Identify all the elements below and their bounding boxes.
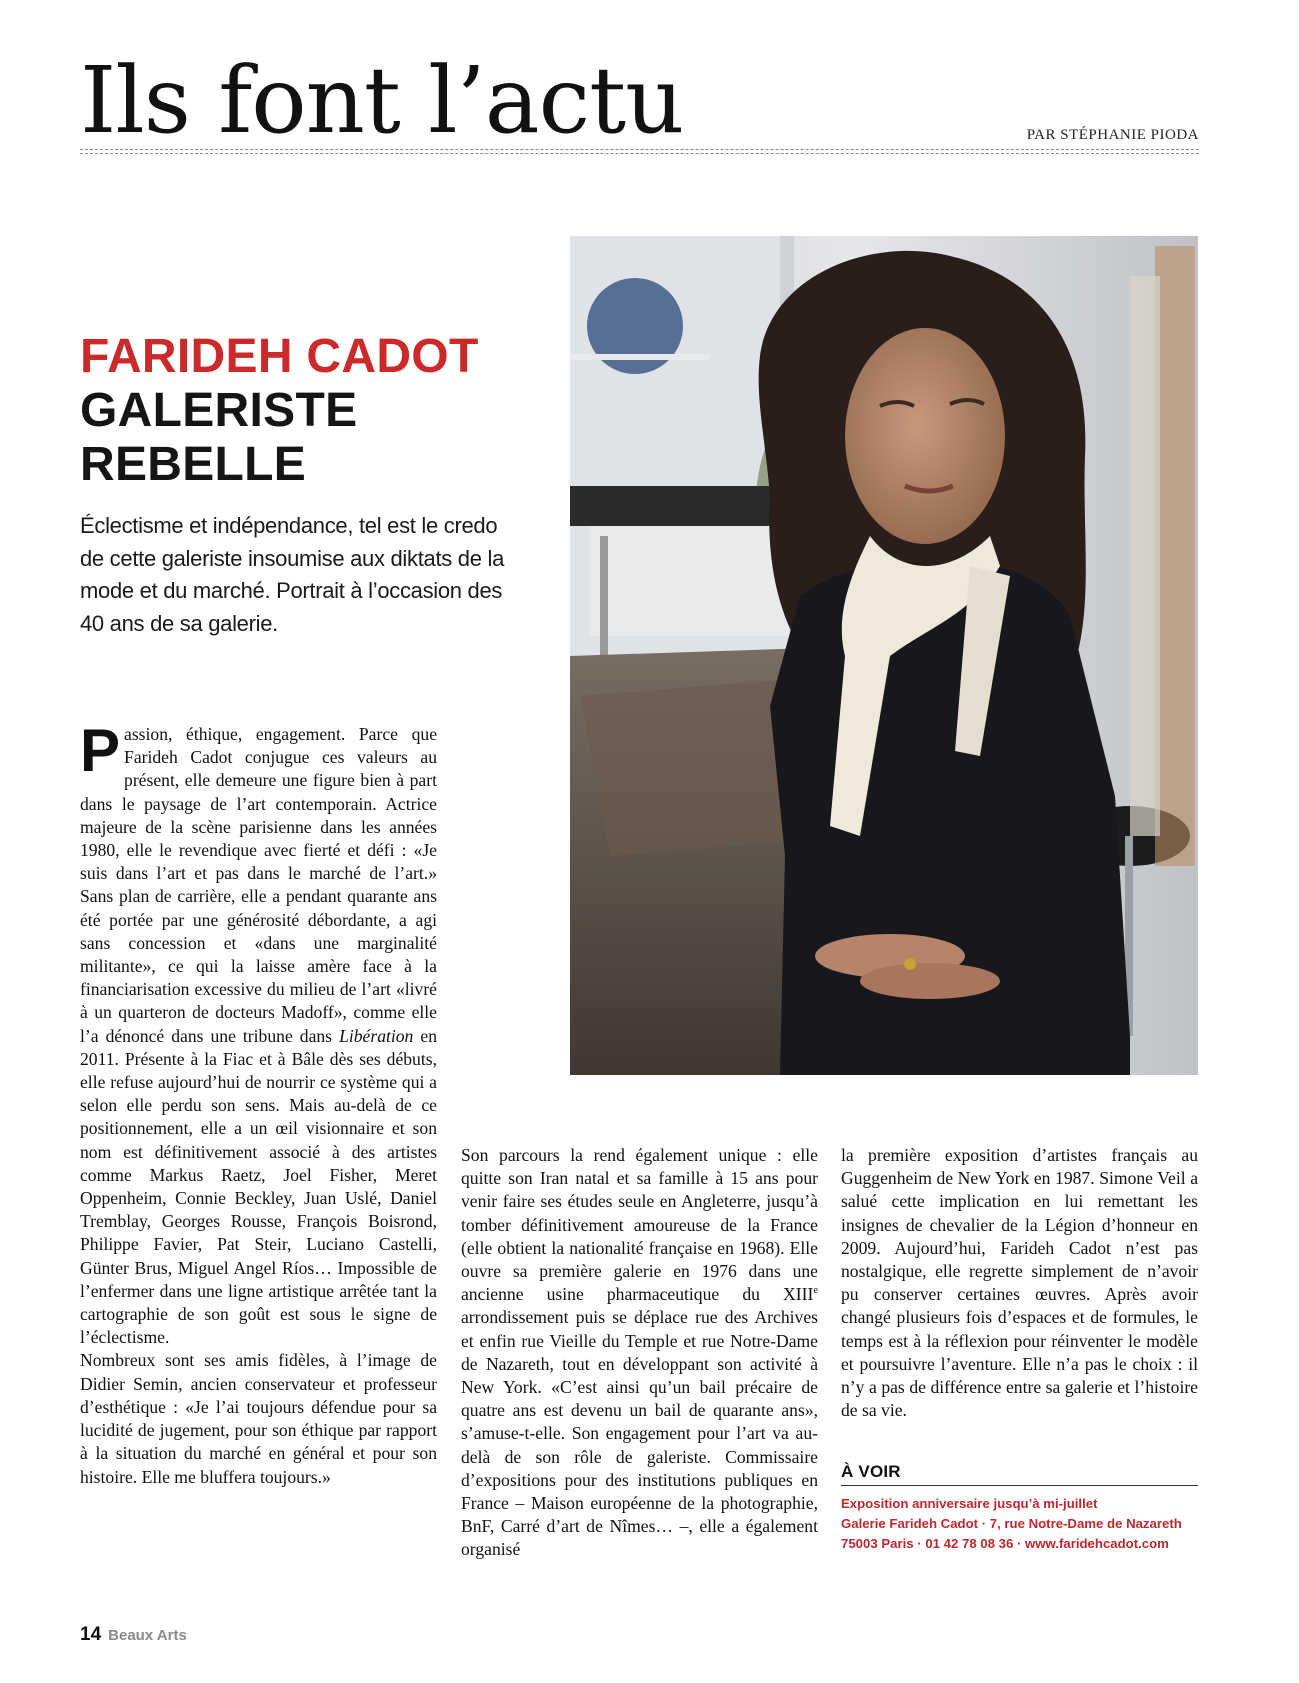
portrait-illustration [570,236,1198,1075]
header-rule [80,149,1199,154]
gallery-contact: 75003 Paris · 01 42 78 08 36 · www.faridehcadot.com [841,1536,1169,1551]
headline-name: FARIDEH CADOT [80,330,479,383]
paragraph-text: Son parcours la rend également unique : elle quitte son Iran natal et sa famille à 15 ans pour venir faire ses études seule en Angleterre, jusqu’à tomber définitivement amoureuse de la France (elle obtient la nationalité française en 1968). Elle ouvre sa première galerie en 1976 dans une ancienne usine pharmaceutique du XIII [461,1145,818,1305]
publication-name: Libération [339,1025,414,1046]
superscript: e [813,1285,818,1297]
dropcap: P [80,717,121,784]
paragraph-text: arrondissement puis se déplace rue des Archives et enfin rue Vieille du Temple et rue Notre-Dame de Nazareth, tout en développant son activité à New York. «C’est ainsi qu’un bail précaire de quatre ans est devenu un bail de quarante ans», s’amuse-t-elle. Son engagement pour l’art va au-delà de son rôle de galeriste. Commissaire d’expositions pour des institutions publiques en France – Maison européenne de la photographie, BnF, Carré d’art de Nîmes… –, elle a également organisé [461,1307,818,1560]
headline [80,330,550,492]
paragraph-text: en 2011. Présente à la Fiac et à Bâle dès ses débuts, elle refuse aujourd’hui de nourrir ce système qui a selon elle perdu son sens. Mais au-delà de ce positionnement, elle a un œil visionnaire et son nom est définitivement associé à des artistes comme Markus Raetz, Joel Fisher, Meret Oppenheim, Connie Beckley, Juan Uslé, Daniel Tremblay, Georges Rousse, François Boisrond, Philippe Favier, Pat Steir, Luciano Castelli, Günter Brus, Miguel Angel Ríos… Impossible de l’enfermer dans une ligne artistique arrêtée tant la cartographie de son goût est sous le signe de l’éclectisme. [80,1025,437,1348]
info-box-title: À VOIR [841,1462,1198,1486]
page-number: 14 [80,1624,102,1645]
headline-subtitle-line-1: GALERISTE [80,384,358,437]
page-footer [80,1624,187,1646]
portrait-photo [570,236,1198,1075]
standfirst: Éclectisme et indépendance, tel est le credo de cette galeriste insoumise aux diktats de la mode et du marché. Portrait à l’occasion des 40 ans de sa galerie. [80,513,504,636]
article-column-3 [841,1144,1198,1422]
info-box-lines [841,1494,1198,1554]
article-column-1 [80,717,437,1489]
paragraph-text: assion, éthique, engagement. Parce que Farideh Cadot conjugue ces valeurs au présent, elle demeure une figure bien à part dans le paysage de l’art contemporain. Actrice majeure de la scène parisienne dans les années 1980, elle le revendique avec fierté et défi : «Je suis dans l’art et pas dans le marché de l’art.» Sans plan de carrière, elle a pendant quarante ans été portée par une générosité débordante, a agi sans concession et «dans une marginalité militante», ce qui la laisse amère face à la financiarisation excessive du milieu de l’art «livré à un quarteron de docteurs Madoff», comme elle l’a dénoncé dans une tribune dans [80,724,437,1046]
paragraph: Nombreux sont ses amis fidèles, à l’image de Didier Semin, ancien conservateur et professeur d’esthétique : «Je l’ai toujours défendue pour sa lucidité de jugement, pour son éthique par rapport à la situation du marché en général et pour son histoire. Elle me bluffera toujours.» [80,1350,437,1487]
paragraph [80,717,437,1349]
gallery-address: Galerie Farideh Cadot · 7, rue Notre-Dame de Nazareth [841,1516,1182,1531]
paragraph [461,1144,818,1562]
info-box [841,1462,1198,1554]
paragraph: la première exposition d’artistes français au Guggenheim de New York en 1987. Simone Veil a salué cette implication en lui remettant les insignes de chevalier de la Légion d’honneur en 2009. Aujourd’hui, Farideh Cadot n’est pas nostalgique, elle regrette simplement de n’avoir pu conserver certaines œuvres. Après avoir changé plusieurs fois d’espaces et de formules, le temps est à la réflexion pour réinventer le modèle et poursuivre l’aventure. Elle n’a pas le choix : il n’y a pas de différence entre sa galerie et l’histoire de sa vie. [841,1145,1198,1421]
headline-subtitle-line-2: REBELLE [80,438,307,491]
byline: PAR STÉPHANIE PIODA [1026,127,1199,143]
article-column-2 [461,1144,818,1562]
magazine-name: Beaux Arts [108,1627,187,1644]
exhibition-dates: Exposition anniversaire jusqu’à mi-juillet [841,1496,1098,1511]
section-title: Ils font l’actu [80,47,684,154]
